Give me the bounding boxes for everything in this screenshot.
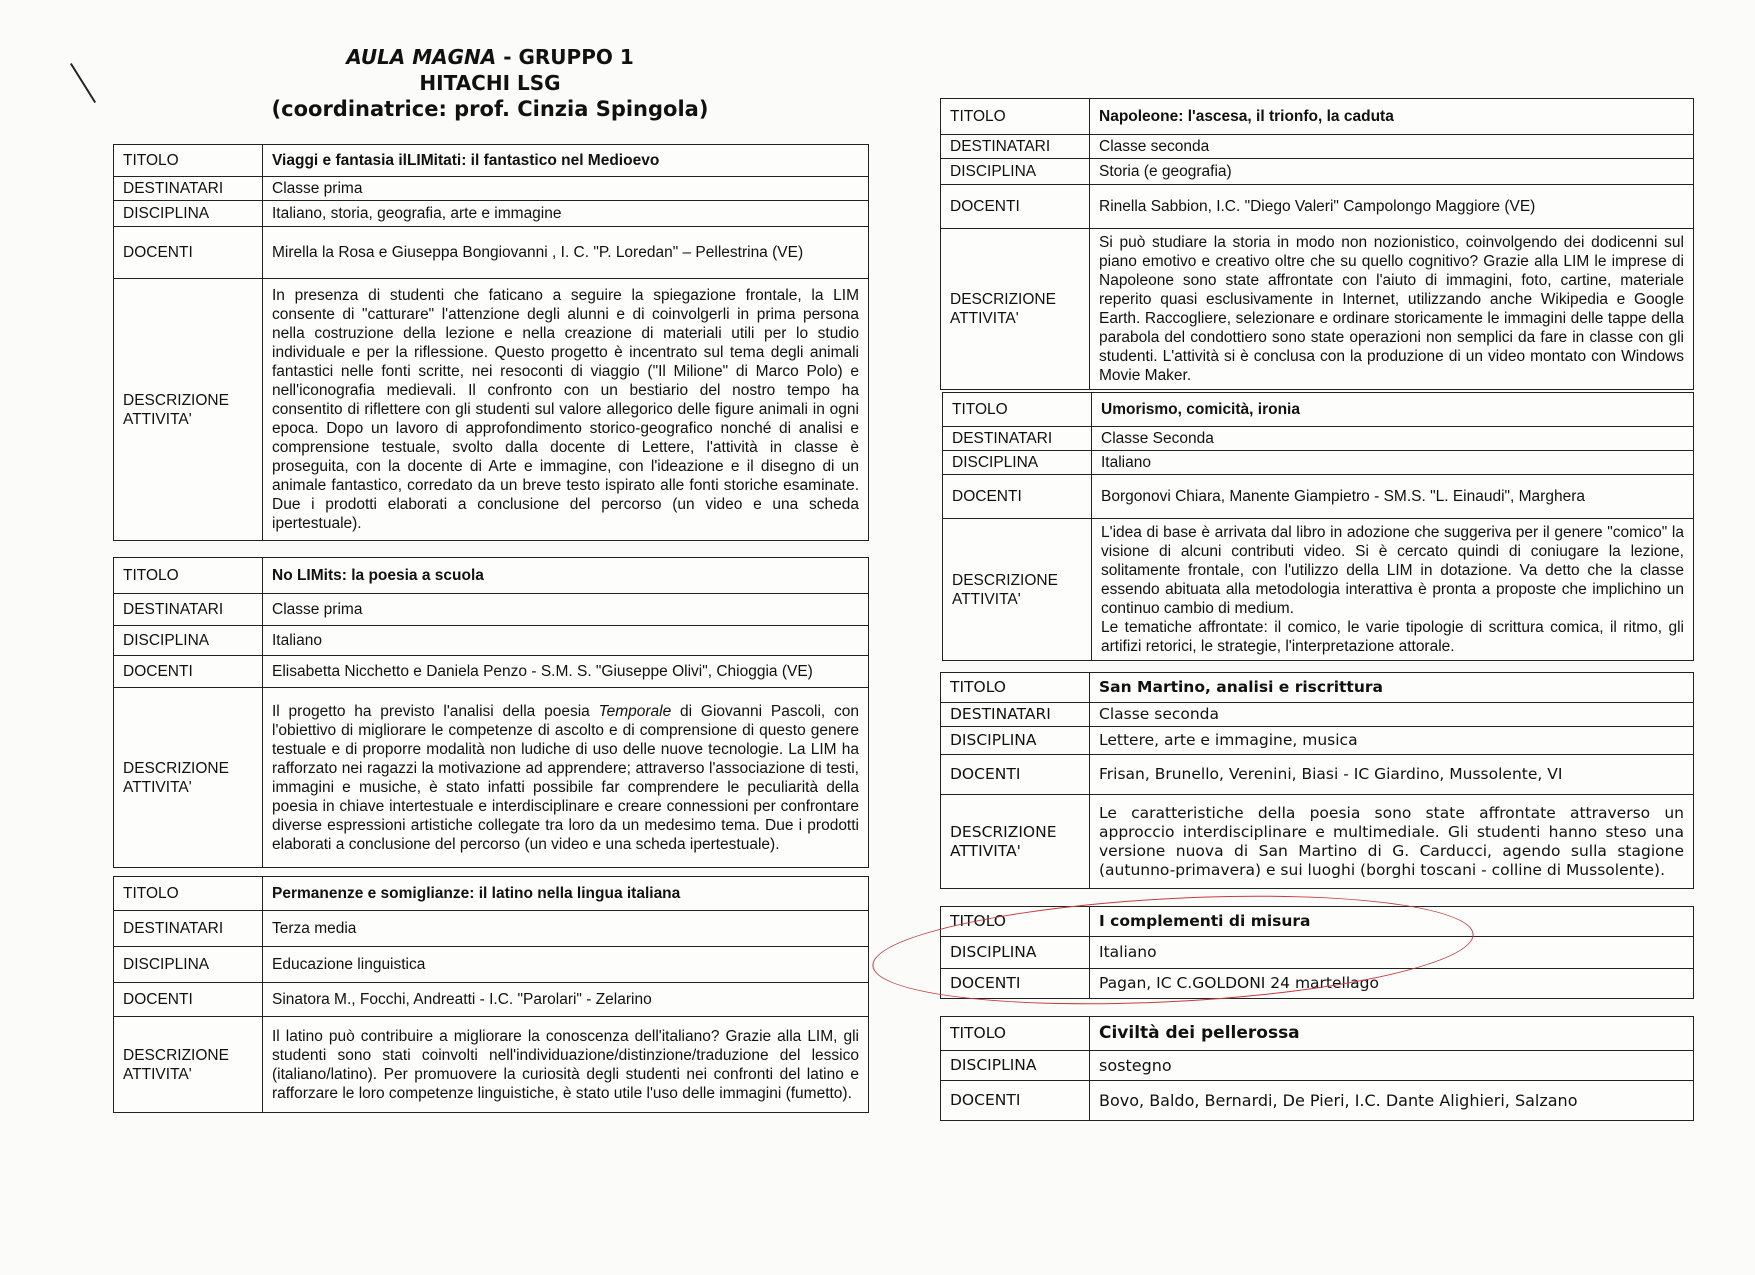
label-destinatari: DESTINATARI (941, 703, 1090, 727)
project-audience: Terza media (263, 911, 869, 947)
label-docenti: DOCENTI (114, 227, 263, 279)
project-subject: Italiano (1090, 937, 1694, 969)
label-descrizione: DESCRIZIONE ATTIVITA' (114, 279, 263, 541)
project-card-6 (940, 672, 1694, 889)
label-docenti: DOCENTI (114, 656, 263, 688)
project-title: Civiltà dei pellerossa (1090, 1017, 1694, 1051)
project-audience: Classe prima (263, 594, 869, 626)
header-coordinator: (coordinatrice: prof. Cinzia Spingola) (271, 97, 709, 121)
label-descrizione: DESCRIZIONE ATTIVITA' (941, 795, 1090, 889)
project-description: Il latino può contribuire a migliorare la conoscenza dell'italiano? Grazie alla LIM, gli studenti sono stati coinvolti nell'individuazione/distinzione/traduzione del lessico (italiano/latino). Per promuovere la curiosità degli studenti nei confronti del latino e rafforzare le loro competenze linguistiche, è stato utile l'uso delle immagini (fumetto). (263, 1017, 869, 1113)
project-title: Napoleone: l'ascesa, il trionfo, la caduta (1090, 99, 1694, 135)
label-disciplina: DISCIPLINA (941, 1051, 1090, 1081)
project-teachers: Elisabetta Nicchetto e Daniela Penzo - S.M. S. "Giuseppe Olivi", Chioggia (VE) (263, 656, 869, 688)
project-title: San Martino, analisi e riscrittura (1090, 673, 1694, 703)
label-destinatari: DESTINATARI (943, 427, 1092, 451)
project-card-1 (113, 144, 869, 541)
label-destinatari: DESTINATARI (941, 135, 1090, 159)
label-disciplina: DISCIPLINA (941, 727, 1090, 755)
label-docenti: DOCENTI (941, 969, 1090, 999)
project-subject: Italiano (1092, 451, 1694, 475)
label-descrizione: DESCRIZIONE ATTIVITA' (943, 519, 1092, 661)
header-room: AULA MAGNA - GRUPPO 1 (346, 45, 634, 69)
project-subject: sostegno (1090, 1051, 1694, 1081)
project-audience: Classe Seconda (1092, 427, 1694, 451)
label-titolo: TITOLO (941, 673, 1090, 703)
project-title: Umorismo, comicità, ironia (1092, 393, 1694, 427)
label-docenti: DOCENTI (941, 1081, 1090, 1121)
project-subject: Lettere, arte e immagine, musica (1090, 727, 1694, 755)
page-header (200, 44, 780, 122)
label-disciplina: DISCIPLINA (941, 937, 1090, 969)
pen-stroke-mark (70, 63, 96, 103)
project-description: In presenza di studenti che faticano a seguire la spiegazione frontale, la LIM consente di "catturare" l'attenzione degli alunni e di coinvolgerli in prima persona nella costruzione della lezione e nella creazione di materiali utili per lo studio individuale e per la riflessione. Questo progetto è incentrato sul tema degli animali fantastici nelle fonti scritte, nei resoconti di viaggio ("Il Milione" di Marco Polo) e nell'iconografia medievali. Il confronto con un bestiario del nostro tempo ha consentito di riflettere con gli studenti sul valore allegorico delle figure animali in ogni epoca. Dopo un lavoro di approfondimento storico-geografico nonché di analisi e comprensione testuale, svolto dalla docente di Lettere, l'attività in classe è proseguita, con la docente di Arte e immagine, con l'ideazione e il disegno di un animale fantastico, corredato da un breve testo ispirato alle fonti storiche esaminate. Due i prodotti elaborati a conclusione del percorso (un video e una scheda ipertestuale). (263, 279, 869, 541)
label-titolo: TITOLO (941, 907, 1090, 937)
project-card-8 (940, 1016, 1694, 1121)
label-titolo: TITOLO (941, 99, 1090, 135)
label-destinatari: DESTINATARI (114, 177, 263, 201)
project-teachers: Bovo, Baldo, Bernardi, De Pieri, I.C. Dante Alighieri, Salzano (1090, 1081, 1694, 1121)
label-descrizione: DESCRIZIONE ATTIVITA' (941, 229, 1090, 390)
project-description: Il progetto ha previsto l'analisi della poesia Temporale di Giovanni Pascoli, con l'obiettivo di migliorare le competenze di ascolto e di comprensione di questo genere testuale e di proporre modalità non ludiche di uso delle nuove tecnologie. La LIM ha rafforzato nei ragazzi la motivazione ad apprendere; attraverso l'associazione di testi, immagini e musiche, è stato infatti possibile far comprendere le peculiarità della poesia in chiave intertestuale e interdisciplinare e creare connessioni per confrontare diverse espressioni artistiche collegate tra loro da un medesimo tema. Due i prodotti elaborati a conclusione del percorso (un video e una scheda ipertestuale). (263, 688, 869, 868)
label-titolo: TITOLO (114, 145, 263, 177)
project-card-3 (113, 876, 869, 1113)
project-teachers: Sinatora M., Focchi, Andreatti - I.C. "Parolari" - Zelarino (263, 983, 869, 1017)
project-audience: Classe seconda (1090, 135, 1694, 159)
label-titolo: TITOLO (114, 558, 263, 594)
project-description: L'idea di base è arrivata dal libro in adozione che suggeriva per il genere "comico" la visione di alcuni contributi video. Si è cercato quindi di coniugare la lezione, solitamente frontale, con l'utilizzo della LIM in dotazione. Va detto che la classe essendo abituata alla metodologia interattiva è pronta a proposte che implichino un continuo cambio di medium. Le tematiche affrontate: il comico, le varie tipologie di scrittura comica, il ritmo, gli artifizi retorici, le strategie, l'interpretazione attorale. (1092, 519, 1694, 661)
label-docenti: DOCENTI (114, 983, 263, 1017)
label-docenti: DOCENTI (943, 475, 1092, 519)
label-titolo: TITOLO (114, 877, 263, 911)
project-teachers: Rinella Sabbion, I.C. "Diego Valeri" Campolongo Maggiore (VE) (1090, 185, 1694, 229)
project-title: No LIMits: la poesia a scuola (263, 558, 869, 594)
project-title: I complementi di misura (1090, 907, 1694, 937)
project-title: Viaggi e fantasia ilLIMitati: il fantastico nel Medioevo (263, 145, 869, 177)
label-titolo: TITOLO (943, 393, 1092, 427)
project-card-4 (940, 98, 1694, 390)
label-destinatari: DESTINATARI (114, 911, 263, 947)
project-card-2 (113, 557, 869, 868)
label-descrizione: DESCRIZIONE ATTIVITA' (114, 688, 263, 868)
project-card-5 (942, 392, 1694, 661)
label-disciplina: DISCIPLINA (114, 201, 263, 227)
label-disciplina: DISCIPLINA (943, 451, 1092, 475)
project-audience: Classe seconda (1090, 703, 1694, 727)
label-docenti: DOCENTI (941, 755, 1090, 795)
label-destinatari: DESTINATARI (114, 594, 263, 626)
project-teachers: Mirella la Rosa e Giuseppa Bongiovanni , I. C. "P. Loredan" – Pellestrina (VE) (263, 227, 869, 279)
project-subject: Educazione linguistica (263, 947, 869, 983)
header-sponsor: HITACHI LSG (419, 71, 561, 95)
project-subject: Italiano (263, 626, 869, 656)
project-audience: Classe prima (263, 177, 869, 201)
label-disciplina: DISCIPLINA (114, 947, 263, 983)
label-docenti: DOCENTI (941, 185, 1090, 229)
project-subject: Storia (e geografia) (1090, 159, 1694, 185)
project-subject: Italiano, storia, geografia, arte e immagine (263, 201, 869, 227)
label-descrizione: DESCRIZIONE ATTIVITA' (114, 1017, 263, 1113)
project-teachers: Pagan, IC C.GOLDONI 24 martellago (1090, 969, 1694, 999)
project-teachers: Borgonovi Chiara, Manente Giampietro - SM.S. "L. Einaudi", Marghera (1092, 475, 1694, 519)
project-teachers: Frisan, Brunello, Verenini, Biasi - IC Giardino, Mussolente, VI (1090, 755, 1694, 795)
label-titolo: TITOLO (941, 1017, 1090, 1051)
label-disciplina: DISCIPLINA (941, 159, 1090, 185)
project-title: Permanenze e somiglianze: il latino nella lingua italiana (263, 877, 869, 911)
label-disciplina: DISCIPLINA (114, 626, 263, 656)
project-description: Si può studiare la storia in modo non nozionistico, coinvolgendo dei dodicenni sul piano emotivo e creativo oltre che su quello cognitivo? Grazie alla LIM le imprese di Napoleone sono state affrontate con l'aiuto di immagini, foto, cartine, materiale reperito quasi esclusivamente in Internet, utilizzando anche Wikipedia e Google Earth. Raccogliere, selezionare e ordinare storicamente le immagini delle tappe della parabola del condottiero sono state operazioni non semplici da fare in classe con gli studenti. L'attività si è conclusa con la produzione di un video montato con Windows Movie Maker. (1090, 229, 1694, 390)
project-description: Le caratteristiche della poesia sono state affrontate attraverso un approccio interdisciplinare e multimediale. Gli studenti hanno steso una versione nuova di San Martino di G. Carducci, agendo sulla stagione (autunno-primavera) e sui luoghi (borghi toscani - colline di Mussolente). (1090, 795, 1694, 889)
